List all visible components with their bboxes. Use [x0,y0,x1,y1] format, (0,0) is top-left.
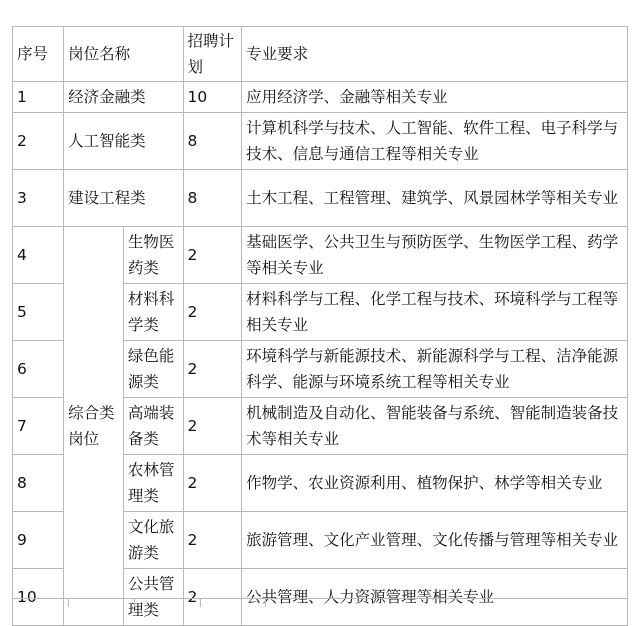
row-requirement: 机械制造及自动化、智能装备与系统、智能制造装备技术等相关专业 [242,398,628,455]
row-plan: 2 [183,512,242,569]
row-requirement: 应用经济学、金融等相关专业 [242,82,628,113]
row-plan: 10 [183,82,242,113]
row-position: 生物医药类 [123,227,183,284]
row-position: 文化旅游类 [123,512,183,569]
row-index: 8 [13,455,64,512]
row-position: 绿色能源类 [123,341,183,398]
row-requirement: 基础医学、公共卫生与预防医学、生物医学工程、药学等相关专业 [242,227,628,284]
row-plan: 8 [183,113,242,170]
row-index: 5 [13,284,64,341]
row-position: 农林管理类 [123,455,183,512]
row-plan: 2 [183,455,242,512]
row-index: 2 [13,113,64,170]
row-index: 4 [13,227,64,284]
row-position: 人工智能类 [64,113,183,170]
header-requirement: 专业要求 [242,27,628,82]
row-index: 7 [13,398,64,455]
row-requirement: 公共管理、人力资源管理等相关专业 [242,569,628,626]
row-index: 9 [13,512,64,569]
row-index: 10 [13,569,64,626]
header-position: 岗位名称 [64,27,183,82]
row-index: 3 [13,170,64,227]
row-requirement: 土木工程、工程管理、建筑学、风景园林学等相关专业 [242,170,628,227]
table-row [13,113,628,170]
table-row [13,82,628,113]
row-position: 经济金融类 [64,82,183,113]
row-position: 建设工程类 [64,170,183,227]
row-position: 高端装备类 [123,398,183,455]
row-position: 材料科学类 [123,284,183,341]
table-header-row [13,27,628,82]
row-requirement: 作物学、农业资源利用、植物保护、林学等相关专业 [242,455,628,512]
row-plan: 2 [183,398,242,455]
row-requirement: 环境科学与新能源技术、新能源科学与工程、洁净能源科学、能源与环境系统工程等相关专业 [242,341,628,398]
recruitment-table [12,26,628,626]
row-index: 6 [13,341,64,398]
table-row [13,170,628,227]
row-plan: 2 [183,227,242,284]
cropped-title-strip [0,0,640,6]
row-plan: 2 [183,569,242,626]
row-plan: 2 [183,284,242,341]
row-requirement: 材料科学与工程、化学工程与技术、环境科学与工程等相关专业 [242,284,628,341]
row-plan: 2 [183,341,242,398]
header-index: 序号 [13,27,64,82]
row-requirement: 旅游管理、文化产业管理、文化传播与管理等相关专业 [242,512,628,569]
row-plan: 8 [183,170,242,227]
table-row [13,227,628,284]
row-requirement: 计算机科学与技术、人工智能、软件工程、电子科学与技术、信息与通信工程等相关专业 [242,113,628,170]
row-index: 1 [13,82,64,113]
row-position: 公共管理类 [123,569,183,626]
group-label: 综合类岗位 [64,227,124,626]
header-plan: 招聘计划 [183,27,242,82]
